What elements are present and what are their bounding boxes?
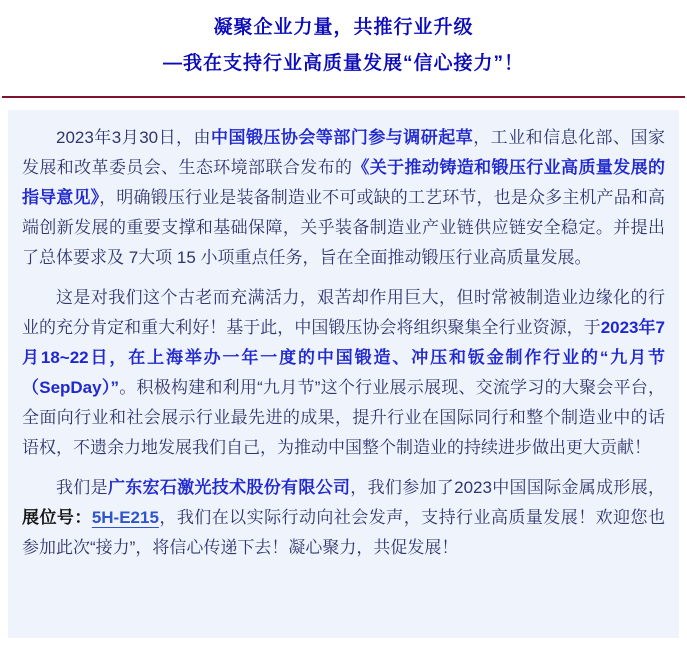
body-text: 。积极构建和利用“九月节”这个行业展示展现、交流学习的大聚会平台，全面向行业和社会展示行业最先进的成果，提升行业在国际同行和整个制造业中的话语权，不遗余力地发展我们自己，为推动中国整个制造业的持续进步做出更大贡献！: [22, 378, 665, 457]
emphasis-text: 2023年7月18~22日，在上海举办一年一度的中国锻造、冲压和钣金制作行业的“九月节（SepDay）”: [22, 318, 666, 397]
paragraph-3: [22, 473, 665, 563]
paragraph-1: [22, 123, 665, 273]
title-line-1: 凝聚企业力量，共推行业升级: [213, 17, 474, 38]
body-text: ，我们在以实际行动向社会发声，支持行业高质量发展！欢迎您也参加此次“接力”，将信心传递下去！凝心聚力，共促发展！: [22, 508, 666, 557]
booth-number-link[interactable]: 5H-E215: [91, 508, 159, 527]
body-text: ，明确锻压行业是装备制造业不可或缺的工艺环节，也是众多主机产品和高端创新发展的重要支撑和基础保障，关乎装备制造业产业链供应链安全稳定。并提出了总体要求及 7大项 15 小项重点任务，旨在全面推动锻压行业高质量发展。: [22, 188, 666, 267]
content-panel: [8, 110, 679, 638]
booth-number-label: 展位号：: [22, 508, 92, 527]
body-text: 这是对我们这个古老而充满活力，艰苦却作用巨大，但时常被制造业边缘化的行业的充分肯定和重大利好！基于此，中国锻压协会将组织聚集全行业资源，于: [22, 288, 665, 337]
paragraph-2: [22, 283, 665, 463]
article-title: [0, 0, 687, 82]
body-text: 2023年3月30日，由: [56, 128, 212, 147]
body-text: ，我们参加了2023中国国际金属成形展，: [350, 478, 666, 497]
title-line-2: —我在支持行业高质量发展“信心接力”！: [162, 53, 524, 74]
body-text: ，工业和信息化部、国家发展和改革委员会、生态环境部联合发布的: [22, 128, 665, 177]
company-name-text: 广东宏石激光技术股份有限公司: [107, 478, 351, 497]
body-text: 我们是: [56, 478, 108, 497]
emphasis-text: 中国锻压协会等部门参与调研起草: [211, 128, 474, 147]
title-divider: [2, 96, 685, 98]
emphasis-text: 《关于推动铸造和锻压行业高质量发展的指导意见》: [22, 158, 666, 207]
